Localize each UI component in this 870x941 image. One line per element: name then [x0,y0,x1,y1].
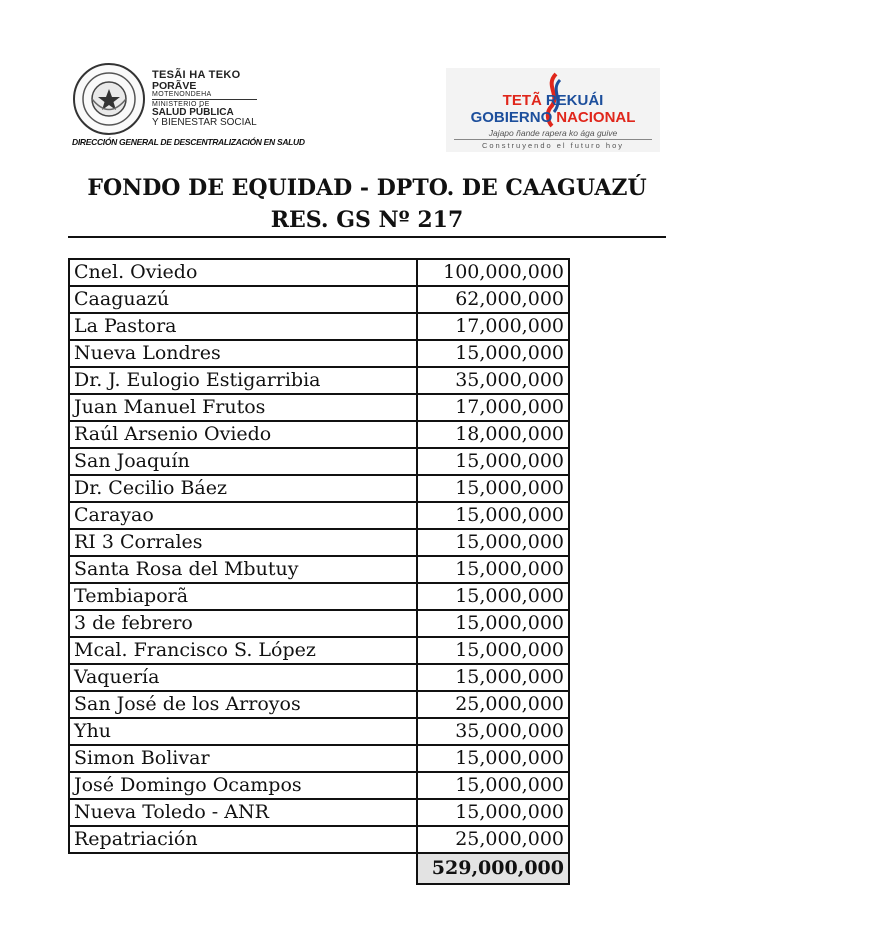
table-row [69,772,569,799]
ministry-line: SALUD PÚBLICA [152,107,234,119]
district-name: Tembiaporã [69,583,417,610]
district-name: La Pastora [69,313,417,340]
district-name: Vaquería [69,664,417,691]
district-amount: 15,000,000 [417,799,569,826]
ministry-line: PORÃVE [152,79,197,92]
district-amount: 35,000,000 [417,367,569,394]
table-row [69,394,569,421]
district-amount: 15,000,000 [417,610,569,637]
district-amount: 15,000,000 [417,340,569,367]
district-amount: 15,000,000 [417,556,569,583]
gov-slogan-guarani: Jajapo ñande rapera ko ága guive [488,128,618,138]
total-row [69,853,569,884]
table-row [69,367,569,394]
district-amount: 15,000,000 [417,583,569,610]
district-name: Repatriación [69,826,417,853]
table-row [69,637,569,664]
government-logo [446,68,660,152]
district-name: 3 de febrero [69,610,417,637]
table-row [69,691,569,718]
district-name: Dr. Cecilio Báez [69,475,417,502]
gov-word-rekuai: REKUÁI [545,92,604,109]
total-spacer [69,853,417,884]
district-amount: 15,000,000 [417,448,569,475]
ministry-line: MINISTERIO DE [152,101,210,109]
fund-table-body [69,259,569,884]
district-amount: 35,000,000 [417,718,569,745]
gov-word-gobierno: GOBIERNO [470,109,553,126]
fund-table [68,258,570,885]
district-name: Cnel. Oviedo [69,259,417,286]
table-row [69,799,569,826]
district-amount: 100,000,000 [417,259,569,286]
table-row [69,448,569,475]
table-row [69,556,569,583]
table-row [69,259,569,286]
district-name: RI 3 Corrales [69,529,417,556]
ministry-line: TESÃI HA TEKO [152,68,241,81]
gov-slogan-spanish: Construyendo el futuro hoy [454,139,652,150]
district-amount: 15,000,000 [417,529,569,556]
district-amount: 25,000,000 [417,691,569,718]
title-divider [68,236,666,238]
district-name: Caaguazú [69,286,417,313]
district-name: José Domingo Ocampos [69,772,417,799]
district-amount: 18,000,000 [417,421,569,448]
district-name: Juan Manuel Frutos [69,394,417,421]
district-amount: 15,000,000 [417,637,569,664]
district-amount: 15,000,000 [417,745,569,772]
district-name: Nueva Londres [69,340,417,367]
district-amount: 17,000,000 [417,313,569,340]
document-subtitle: RES. GS Nº 217 [270,207,464,233]
district-name: Dr. J. Eulogio Estigarribia [69,367,417,394]
gov-word-nacional: NACIONAL [556,109,636,126]
table-row [69,745,569,772]
ministry-line: MOTENONDEHA [152,91,257,100]
ministry-name [152,70,257,129]
district-amount: 17,000,000 [417,394,569,421]
district-amount: 15,000,000 [417,475,569,502]
ministry-logo [72,62,257,136]
table-row [69,583,569,610]
national-seal-icon [72,62,146,136]
total-amount: 529,000,000 [417,853,569,884]
document-title: FONDO DE EQUIDAD - DPTO. DE CAAGUAZÚ [87,175,647,201]
district-name: Simon Bolivar [69,745,417,772]
table-row [69,286,569,313]
table-row [69,421,569,448]
district-name: Yhu [69,718,417,745]
district-name: San José de los Arroyos [69,691,417,718]
district-name: Carayao [69,502,417,529]
table-row [69,502,569,529]
table-row [69,340,569,367]
district-name: San Joaquín [69,448,417,475]
district-amount: 15,000,000 [417,664,569,691]
table-row [69,664,569,691]
table-row [69,313,569,340]
gov-word-teta: TETÃ [502,92,542,109]
district-amount: 25,000,000 [417,826,569,853]
district-name: Mcal. Francisco S. López [69,637,417,664]
district-amount: 15,000,000 [417,772,569,799]
ministry-line: Y BIENESTAR SOCIAL [152,117,257,129]
district-amount: 15,000,000 [417,502,569,529]
table-row [69,529,569,556]
table-row [69,475,569,502]
district-name: Raúl Arsenio Oviedo [69,421,417,448]
table-row [69,718,569,745]
district-name: Nueva Toledo - ANR [69,799,417,826]
table-row [69,826,569,853]
district-amount: 62,000,000 [417,286,569,313]
district-name: Santa Rosa del Mbutuy [69,556,417,583]
table-row [69,610,569,637]
direccion-general: DIRECCIÓN GENERAL DE DESCENTRALIZACIÓN EN SALUD [72,137,305,147]
